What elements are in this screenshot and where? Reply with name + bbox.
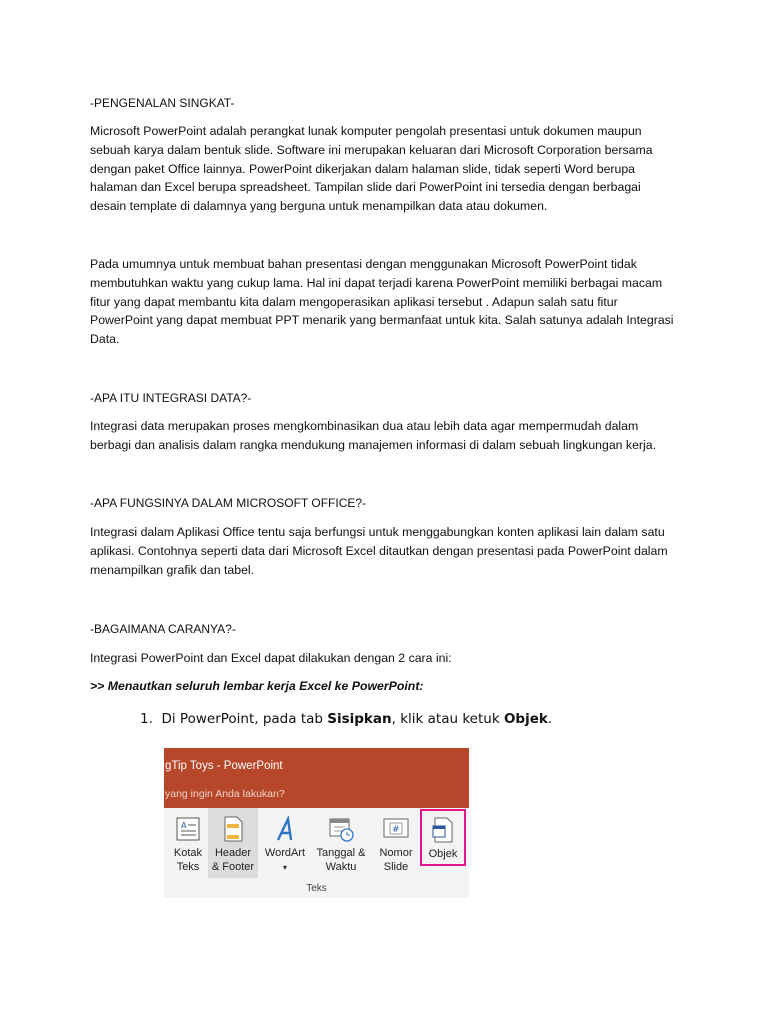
date-time-button[interactable]: [312, 808, 370, 878]
tool-label-1: Objek: [428, 848, 458, 860]
svg-text:A: A: [181, 821, 187, 830]
svg-text:#: #: [392, 825, 400, 835]
step-text-a: Di PowerPoint, pada tab: [161, 711, 328, 727]
tool-label-1: Tanggal &: [316, 847, 366, 859]
tool-label-2: Teks: [176, 861, 200, 873]
object-button[interactable]: [420, 809, 466, 866]
tell-me-box[interactable]: yang ingin Anda lakukan?: [165, 788, 285, 800]
step-bold-object: Objek: [503, 711, 548, 727]
object-icon: [430, 817, 456, 843]
tool-label-2: & Footer: [211, 861, 255, 873]
step-bold-insert: Sisipkan: [327, 711, 392, 727]
step-1: [140, 711, 552, 727]
tool-label-1: Nomor: [379, 847, 413, 859]
ribbon-group-text: [164, 808, 469, 898]
paragraph-text: Microsoft PowerPoint adalah perangkat lunak komputer pengolah presentasi untuk dokumen maupun sebuah karya dalam bentuk slide. Software ini merupakan keluaran dari Microsoft Corporation bersama dengan paket Office lainnya. PowerPoint dikerjakan dalam halaman slide, tidak seperti Word berupa halaman dan Excel berupa spreadsheet. Tampilan slide dari PowerPoint ini tersedia dengan berbagai desain template di dalamnya yang berguna untuk menampilkan data atau dokumen.: [90, 124, 653, 214]
slide-number-button[interactable]: [374, 808, 418, 878]
window-title: gTip Toys - PowerPoint: [165, 760, 283, 772]
paragraph-text: Pada umumnya untuk membuat bahan presentasi dengan menggunakan Microsoft PowerPoint tidak membutuhkan waktu yang cukup lama. Hal ini dapat terjadi karena PowerPoint memiliki berbagai macam fitur yang dapat membantu kita dalam mengoperasikan aplikasi tersebut . Adapun salah satu fitur PowerPoint yang dapat membuat PPT menarik yang bermanfaat untuk kita. Salah satunya adalah Integrasi Data.: [90, 257, 674, 347]
ribbon-group-label: Teks: [306, 883, 327, 894]
paragraph-intro-1: [90, 122, 675, 216]
textbox-button[interactable]: [170, 808, 206, 878]
step-text-c: .: [547, 711, 553, 727]
tool-label-1: WordArt: [264, 847, 306, 859]
paragraph-what: [90, 417, 675, 455]
tool-label-2: Slide: [383, 861, 409, 873]
section-heading-intro: -PENGENALAN SINGKAT-: [90, 96, 235, 110]
step-number: 1.: [140, 711, 153, 727]
date-time-icon: [328, 816, 354, 842]
section-heading-function: -APA FUNGSINYA DALAM MICROSOFT OFFICE?-: [90, 496, 367, 510]
header-footer-button[interactable]: [208, 808, 258, 878]
paragraph-text: Integrasi PowerPoint dan Excel dapat dilakukan dengan 2 cara ini:: [90, 651, 452, 665]
paragraph-text: Integrasi data merupakan proses mengkombinasikan dua atau lebih data agar mempermudah dalam berbagi dan analisis dalam rangka mendukung manajemen informasi di dalam sebuah lingkungan kerja.: [90, 419, 656, 452]
dropdown-arrow: ▾: [282, 863, 287, 872]
wordart-button[interactable]: [261, 808, 309, 878]
header-footer-icon: [220, 816, 246, 842]
ribbon-titlebar: [164, 748, 469, 808]
paragraph-how: [90, 649, 675, 668]
wordart-icon: [272, 816, 298, 842]
section-heading-how: -BAGAIMANA CARANYA?-: [90, 622, 236, 636]
subheading-link-worksheet: >> Menautkan seluruh lembar kerja Excel ke PowerPoint:: [90, 679, 424, 693]
section-heading-what: -APA ITU INTEGRASI DATA?-: [90, 391, 252, 405]
paragraph-text: Integrasi dalam Aplikasi Office tentu saja berfungsi untuk menggabungkan konten aplikasi lain dalam satu aplikasi. Contohnya seperti data dari Microsoft Excel ditautkan dengan presentasi pada PowerPoint dalam menampilkan grafik dan tabel.: [90, 525, 668, 577]
step-text-b: , klik atau ketuk: [391, 711, 504, 727]
paragraph-function: [90, 523, 675, 579]
ribbon-screenshot: [164, 748, 469, 898]
tool-label-2: Waktu: [325, 861, 357, 873]
slide-number-icon: [383, 816, 409, 842]
tool-label-1: Kotak: [173, 847, 203, 859]
tool-label-1: Header: [214, 847, 252, 859]
textbox-icon: [175, 816, 201, 842]
paragraph-intro-2: [90, 255, 675, 349]
